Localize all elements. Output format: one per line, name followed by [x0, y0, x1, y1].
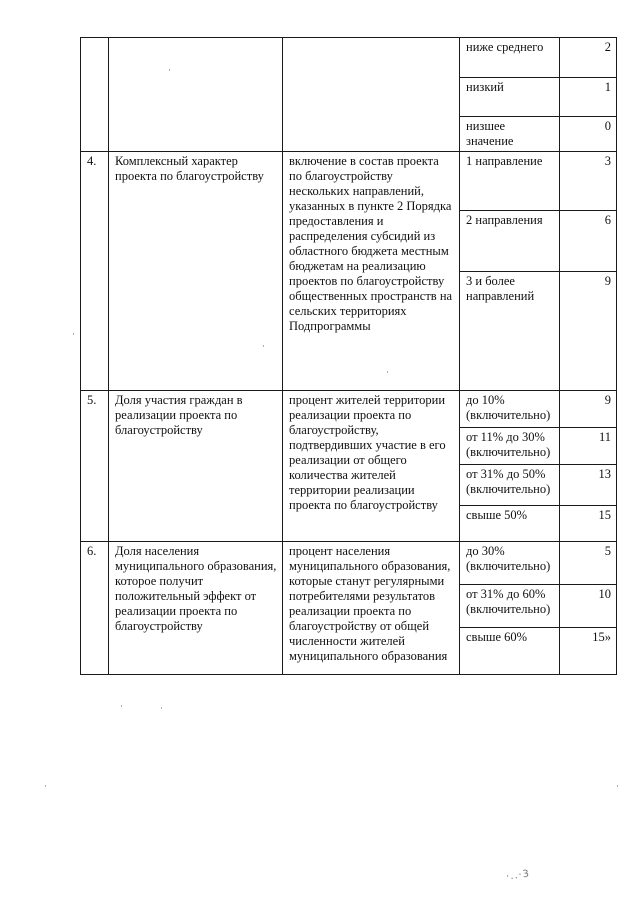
- grade-label: до 10% (включительно): [460, 391, 560, 428]
- row-number: 6.: [81, 542, 109, 675]
- grade-label: низкий: [460, 78, 560, 117]
- grade-score: 6: [560, 211, 617, 272]
- grade-label: от 31% до 60% (включительно): [460, 585, 560, 628]
- scan-speck: ·: [168, 65, 171, 75]
- row-number: 4.: [81, 152, 109, 391]
- description-cell: процент населения муниципального образования, которые станут регулярными потребителями результатов реализации проекта по благоустройству от общей численности жителей муниципального образования: [283, 542, 460, 675]
- grade-score: 1: [560, 78, 617, 117]
- scan-speck: ·: [386, 367, 389, 377]
- scan-speck: ·: [72, 329, 75, 339]
- handwritten-note: ·..·3: [505, 868, 531, 883]
- scan-speck: ·: [120, 701, 123, 711]
- grade-score: 9: [560, 391, 617, 428]
- scan-speck: ·: [616, 781, 619, 791]
- grade-score: 10: [560, 585, 617, 628]
- criterion-cell: [109, 38, 283, 152]
- table-row-continued: [81, 38, 617, 78]
- grade-label: свыше 60%: [460, 628, 560, 675]
- criterion-cell: Доля участия граждан в реализации проекта по благоустройству: [109, 391, 283, 542]
- row-number: 5.: [81, 391, 109, 542]
- grade-label: ниже среднего: [460, 38, 560, 78]
- grade-label: низшее значение: [460, 117, 560, 152]
- criterion-cell: Комплексный характер проекта по благоустройству: [109, 152, 283, 391]
- grade-label: 2 направления: [460, 211, 560, 272]
- grade-label: свыше 50%: [460, 506, 560, 542]
- table-row-criterion-4: [81, 152, 617, 211]
- grade-score: 2: [560, 38, 617, 78]
- grade-score: 13: [560, 465, 617, 506]
- grade-score: 3: [560, 152, 617, 211]
- grade-score: 11: [560, 428, 617, 465]
- grade-score: 0: [560, 117, 617, 152]
- table-row-criterion-5: [81, 391, 617, 428]
- grade-score: 15: [560, 506, 617, 542]
- grade-label: до 30% (включительно): [460, 542, 560, 585]
- grade-label: от 11% до 30% (включительно): [460, 428, 560, 465]
- grade-score: 5: [560, 542, 617, 585]
- scan-speck: ·: [44, 781, 47, 791]
- grade-score: 15»: [560, 628, 617, 675]
- description-cell: процент жителей территории реализации проекта по благоустройству, подтвердивших участие в его реализации от общего количества жителей территории реализации проекта по благоустройству: [283, 391, 460, 542]
- scan-speck: ·: [160, 703, 163, 713]
- row-number: [81, 38, 109, 152]
- description-cell: включение в состав проекта по благоустройству нескольких направлений, указанных в пункте 2 Порядка предоставления и распределения субсидий из областного бюджета местным бюджетам на реализацию проектов по благоустройству общественных пространств на сельских территориях Подпрограммы: [283, 152, 460, 391]
- grade-label: 3 и более направлений: [460, 272, 560, 391]
- criterion-cell: Доля населения муниципального образования, которое получит положительный эффект от реализации проекта по благоустройству: [109, 542, 283, 675]
- table-row-criterion-6: [81, 542, 617, 585]
- criteria-table: [80, 37, 617, 675]
- grade-label: 1 направление: [460, 152, 560, 211]
- scan-speck: ·: [262, 341, 265, 351]
- grade-label: от 31% до 50% (включительно): [460, 465, 560, 506]
- grade-score: 9: [560, 272, 617, 391]
- description-cell: [283, 38, 460, 152]
